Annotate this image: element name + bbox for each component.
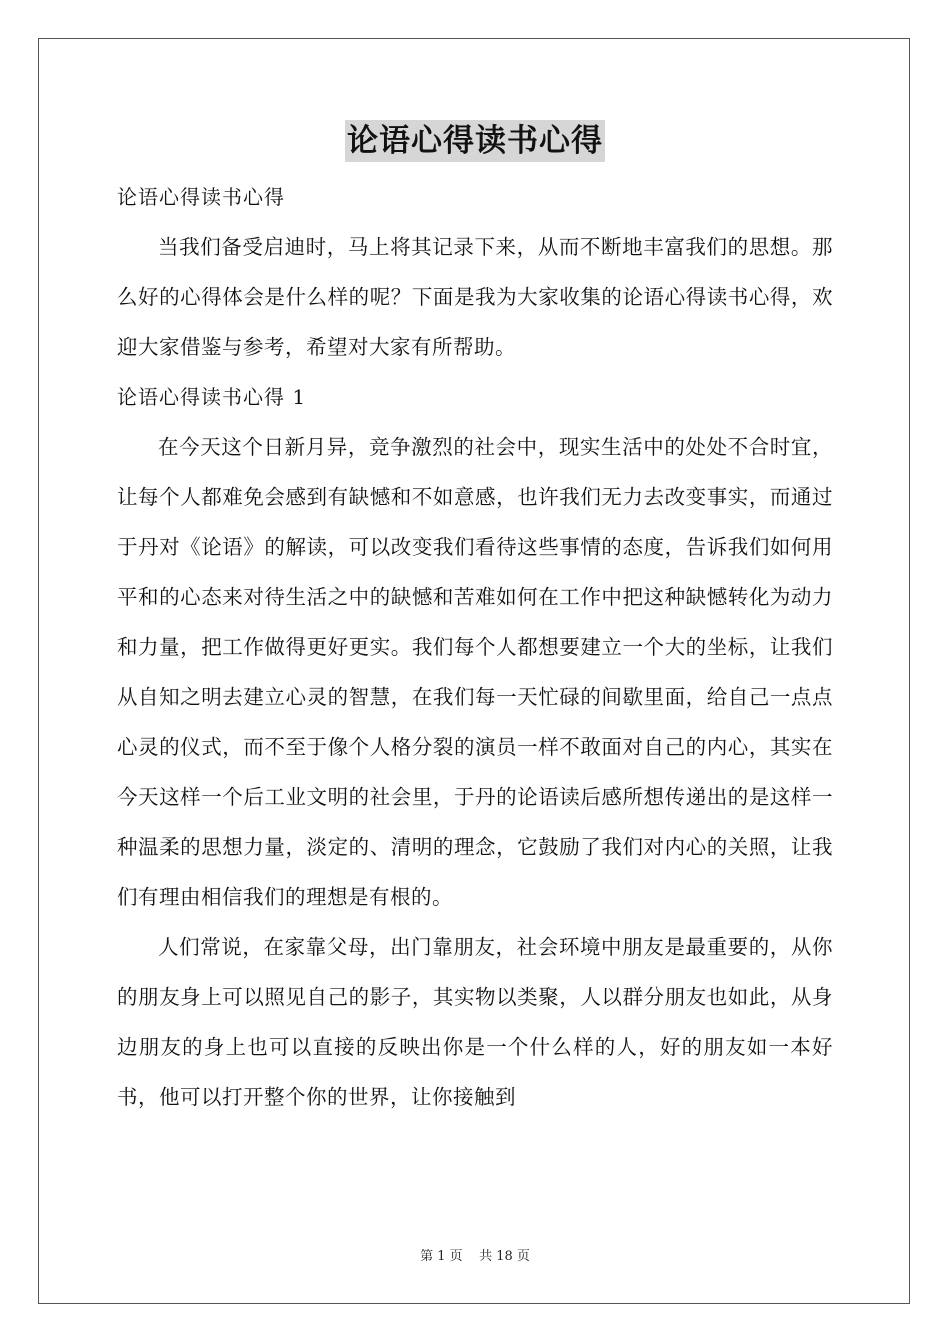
section-heading: 论语心得读书心得 1 xyxy=(117,385,307,409)
document-body xyxy=(117,120,833,1122)
body-paragraph-2: 人们常说，在家靠父母，出门靠朋友，社会环境中朋友是最重要的，从你的朋友身上可以照见自己的影子，其实物以类聚，人以群分朋友也如此，从身边朋友的身上也可以直接的反映出你是一个什么样的人，好的朋友如一本好书，他可以打开整个你的世界，让你接触到 xyxy=(117,935,833,1109)
title-container xyxy=(117,120,833,172)
document-title: 论语心得读书心得 xyxy=(345,120,605,162)
page-footer: 第 1 页 共 18 页 xyxy=(420,1249,530,1264)
intro-paragraph: 当我们备受启迪时，马上将其记录下来，从而不断地丰富我们的思想。那么好的心得体会是什么样的呢？下面是我为大家收集的论语心得读书心得，欢迎大家借鉴与参考，希望对大家有所帮助。 xyxy=(117,235,833,359)
body-paragraph-1: 在今天这个日新月异，竞争激烈的社会中，现实生活中的处处不合时宜，让每个人都难免会感到有缺憾和不如意感，也许我们无力去改变事实，而通过于丹对《论语》的解读，可以改变我们看待这些事情的态度，告诉我们如何用平和的心态来对待生活之中的缺憾和苦难如何在工作中把这种缺憾转化为动力和力量，把工作做得更好更实。我们每个人都想要建立一个大的坐标，让我们从自知之明去建立心灵的智慧，在我们每一天忙碌的间歇里面，给自己一点点心灵的仪式，而不至于像个人格分裂的演员一样不敢面对自己的内心，其实在今天这样一个后工业文明的社会里，于丹的论语读后感所想传递出的是这样一种温柔的思想力量，淡定的、清明的理念，它鼓励了我们对内心的关照，让我们有理由相信我们的理想是有根的。 xyxy=(117,435,833,909)
document-subtitle: 论语心得读书心得 xyxy=(117,185,285,209)
